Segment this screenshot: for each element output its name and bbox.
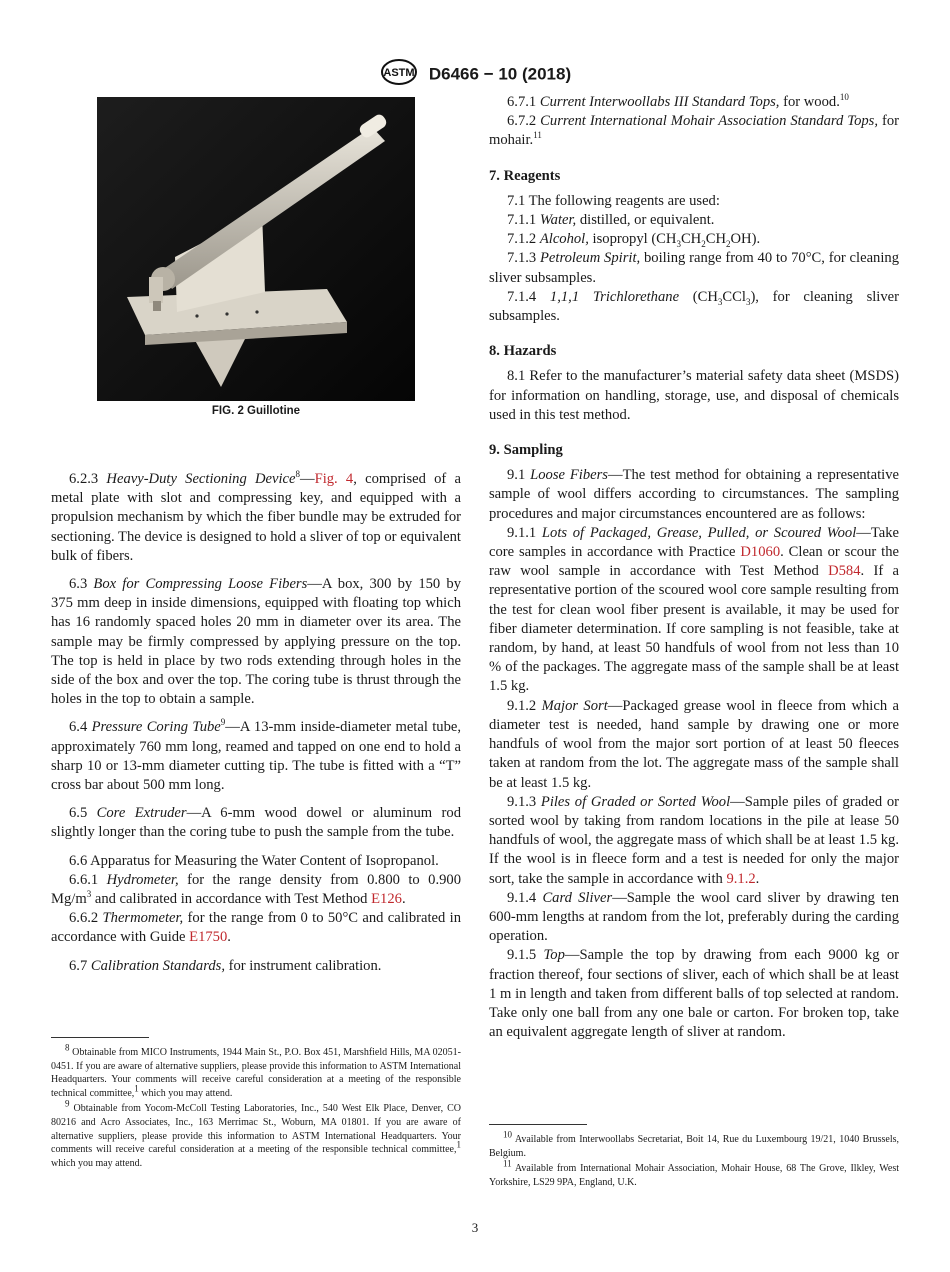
para-6-6: 6.6 Apparatus for Measuring the Water Content of Isopropanol. — [69, 852, 439, 869]
page-header — [0, 58, 950, 91]
footnote-8: $^8$ Obtainable from MICO Instruments, 1944 Main St., P.O. Box 451, Marshfield Hills, MA 02051-0451. If you are aware of alternative suppliers, please provide this information to ASTM International Headquarters. Your comments will receive careful consideration at a meeting of the responsible technical committee,$^1$ which you may attend. — [51, 1042, 461, 1099]
para-6-7: 6.7 Calibration Standards, for instrument calibration. — [69, 957, 382, 974]
guillotine-photo — [97, 97, 415, 401]
footnotes-right — [489, 1129, 899, 1191]
figure-caption: FIG. 2 Guillotine — [211, 405, 301, 417]
para-7-1-2: 7.1.2 Alcohol, isopropyl $(CH_3CH_2CH_2OH)$. — [507, 231, 761, 250]
para-6-6-1: 6.6.1 Hydrometer, for the range density from 0.800 to 0.900 $Mg/m^3$ and calibrated in accordance with Test Method E126. — [51, 871, 461, 908]
footnote-9: $^9$ Obtainable from Yocom-McColl Testing Laboratories, Inc., 540 West Elk Place, Denver, CO 80216 and Acro Associates, Inc., 163 Merrimac St., Woburn, MA 01801. If you are aware of alternative suppliers, please provide this information to ASTM International Headquarters. Your comments will receive careful consideration at a meeting of the responsible technical committee,$^1$ which you may attend. — [51, 1099, 461, 1169]
right-column — [489, 93, 899, 1042]
left-column — [51, 470, 461, 976]
section-8-heading: 8. Hazards — [489, 343, 557, 360]
para-9-1-1: 9.1.1 Lots of Packaged, Grease, Pulled, or Scoured Wool—Take core samples in accordance with Practice D1060. Clean or scour the raw wool sample in accordance with Test Method D584. If a representative portion of the scoured wool core sample resulting from the test for clean wool fiber present is available, it may be used for fiber diameter determination. If core sampling is not feasible, take at random, by hand, at least 50 handfuls of wool from not less than 10 % of the packages. The aggregate mass of the sample shall be at least 1.5 kg. — [489, 524, 899, 695]
para-7-1-3: 7.1.3 Petroleum Spirit, boiling range from 40 to 70°C, for cleaning sliver subsamples. — [489, 250, 899, 286]
para-6-5: 6.5 Core Extruder—A 6-mm wood dowel or aluminum rod slightly longer than the coring tube to push the sample from the tube. — [51, 805, 462, 841]
para-9-1-4: 9.1.4 Card Sliver—Sample the wool card sliver by drawing ten 600-mm lengths at random from the lot, preferably during the carding operation. — [489, 889, 900, 945]
d1060-link[interactable]: D1060 — [740, 544, 781, 561]
d584-link[interactable]: D584 — [828, 563, 861, 580]
ref-9-1-2-link[interactable]: 9.1.2 — [726, 870, 756, 887]
footnote-rule-right — [489, 1124, 587, 1125]
astm-logo-icon — [379, 58, 419, 91]
footnote-rule-left — [51, 1037, 149, 1038]
para-7-1: 7.1 The following reagents are used: — [507, 192, 720, 209]
para-6-7-1: 6.7.1 Current Interwoollabs III Standard Tops, for wood.$^{10}$ — [507, 92, 849, 110]
svg-text:ASTM: ASTM — [383, 67, 415, 79]
para-6-6-2: 6.6.2 Thermometer, for the range from 0 to 50°C and calibrated in accordance with Guide E1750. — [51, 910, 461, 946]
para-6-7-2: 6.7.2 Current International Mohair Association Standard Tops, for mohair.$^{11}$ — [489, 113, 900, 149]
para-8-1: 8.1 Refer to the manufacturer’s material safety data sheet (MSDS) for information on handling, storage, use, and disposal of chemicals used in this test method. — [489, 368, 899, 423]
para-9-1-5: 9.1.5 Top—Sample the top by drawing from each 9000 kg or fraction thereof, four sections of sliver, each of which shall be at least 1 m in length and taken from different balls of top selected at random. Take only one ball from any one bale or carton. For broken top, take an equivalent aggregate length of sliver at random. — [489, 947, 899, 1041]
section-7-heading: 7. Reagents — [489, 167, 561, 184]
footnote-10: $^{10}$ Available from Interwoollabs Secretariat, Boit 14, Rue du Luxembourg 19/21, 1040 Brussels, Belgium. — [489, 1129, 899, 1159]
para-7-1-4: 7.1.4 1,1,1 Trichlorethane $(CH_3CCl_3)$, for cleaning sliver subsamples. — [489, 288, 899, 325]
document-title: D6466 − 10 (2018) — [428, 64, 572, 84]
para-6-2-3: 6.2.3 Heavy-Duty Sectioning Device$^8$—Fig. 4, comprised of a metal plate with slot and compressing key, and equipped with a propulsion mechanism by which the fiber bundle may be extruded for sectioning. The device is designed to hold a sliver of top or equivalent bulk of fibers. — [51, 469, 461, 564]
section-9-heading: 9. Sampling — [489, 442, 563, 459]
fig4-link[interactable]: Fig. 4 — [314, 471, 354, 487]
e126-link[interactable]: E126 — [371, 891, 402, 908]
para-9-1-3: 9.1.3 Piles of Graded or Sorted Wool—Sample piles of graded or sorted wool by taking from random locations in the pile at lease 50 handfuls of wool, the aggregate mass of which shall be at least 1.5 kg. If the wool is in fleece form and a test is needed for only the major sort, take the sample in accordance with 9.1.2. — [489, 793, 899, 887]
e1750-link[interactable]: E1750 — [189, 929, 228, 946]
para-7-1-1: 7.1.1 Water, distilled, or equivalent. — [507, 212, 715, 229]
page-number: 3 — [471, 1220, 479, 1235]
footnote-11: $^{11}$ Available from International Mohair Association, Mohair House, 68 The Grove, Ilkley, West Yorkshire, LS29 9PA, England, U.K. — [489, 1158, 899, 1188]
footnotes-left — [51, 1042, 461, 1172]
para-6-4: 6.4 Pressure Coring Tube$^9$—A 13-mm inside-diameter metal tube, approximately 760 mm long, reamed and tapped on one end to hold a sharp 10 or 13-mm diameter cutting tip. The tube is fitted with a “T” cross bar about 500 mm long. — [51, 717, 461, 794]
para-9-1: 9.1 Loose Fibers—The test method for obtaining a representative sample of wool differs according to circumstances. The sampling procedures and major circumstances encountered are as follows: — [489, 467, 899, 522]
para-6-3: 6.3 Box for Compressing Loose Fibers—A box, 300 by 150 by 375 mm deep in inside dimensions, equipped with floating top which has 16 randomly spaced holes 20 mm in diameter over its area. The sample may be firmly compressed by applying pressure on the top. The top is held in place by two rods extending through holes in the side of the box and over the top. The coring tube is thrust through the holes in the top to obtain a sample. — [51, 576, 461, 708]
para-9-1-2: 9.1.2 Major Sort—Packaged grease wool in fleece from which a diameter test is needed, hand sample by drawing one or more handfuls of wool from the major sort portion of at least 50 fleeces taken at random from the lot. The aggregate mass of the sample shall be at least 1.5 kg. — [489, 697, 899, 791]
